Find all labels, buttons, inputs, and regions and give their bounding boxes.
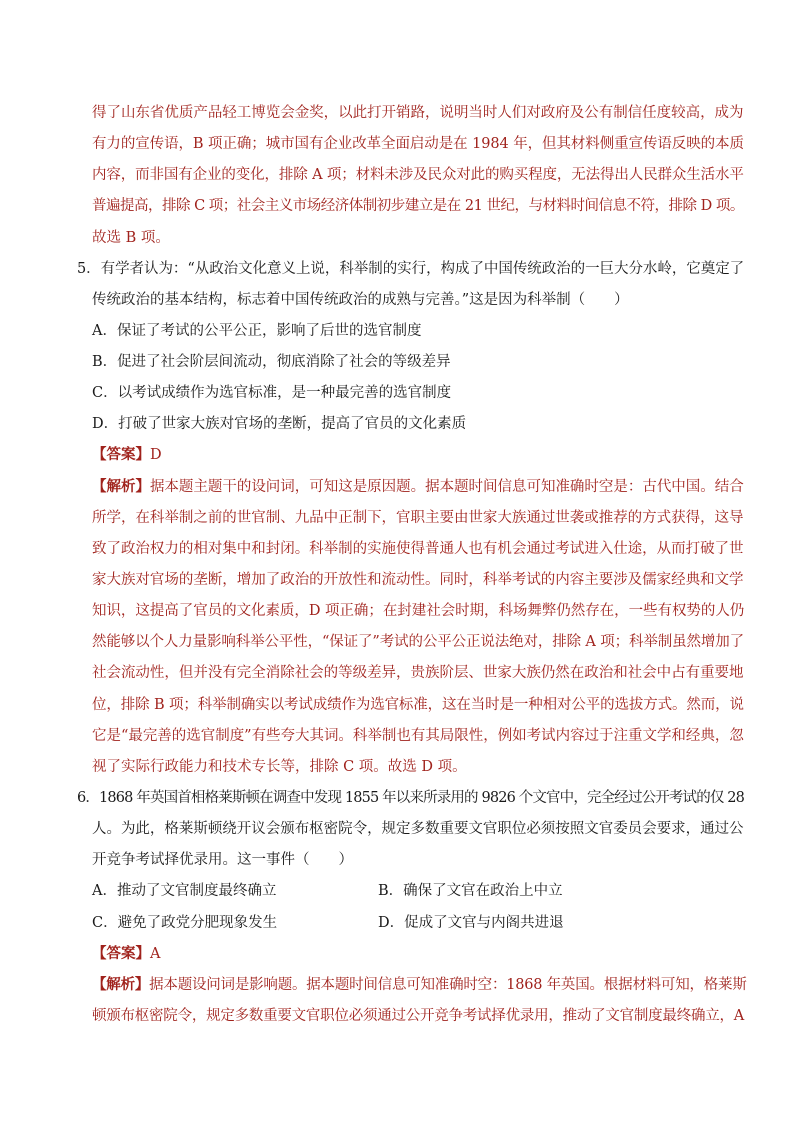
- option-d: D．打破了世家大族对官场的垄断，提高了官员的文化素质: [92, 416, 467, 432]
- analysis-line: 知识，这提高了官员的文化素质，D 项正确；在封建社会时期，科场舞弊仍然存在，一些有权势的人仍: [92, 603, 745, 619]
- answer-label: 【答案】: [92, 446, 150, 463]
- prev-analysis-line: 有力的宣传语，B 项正确；城市国有企业改革全面启动是在 1984 年，但其材料侧重宣传语反映的本质: [92, 136, 744, 152]
- question-stem-line: 人。为此，格莱斯顿绕开议会颁布枢密院令，规定多数重要文官职位必须按照文官委员会要求，通过公: [92, 821, 744, 837]
- analysis-line: 视了实际行政能力和技术专长等，排除 C 项。故选 D 项。: [92, 759, 467, 775]
- analysis-line: 家大族对官场的垄断，增加了政治的开放性和流动性。同时，科举考试的内容主要涉及儒家经典和文学: [92, 572, 744, 588]
- option-c: C．以考试成绩作为选官标准，是一种最完善的选官制度: [92, 385, 452, 401]
- question-stem-line: 6．1868 年英国首相格莱斯顿在调查中发现 1855 年以来所录用的 9826 个文官中，完全经过公开考试的仅 28: [77, 790, 745, 806]
- analysis-first-line: 【解析】据本题主题干的设问词，可知这是原因题。据本题时间信息可知准确时空是：古代中国。结合: [92, 478, 744, 495]
- analysis-label: 【解析】: [92, 976, 150, 993]
- analysis-line: 致了政治权力的相对集中和封闭。科举制的实施使得普通人也有机会通过考试进入仕途，从而打破了世: [92, 541, 744, 557]
- answer-value: D: [150, 447, 162, 463]
- question-stem-line: 传统政治的基本结构，标志着中国传统政治的成熟与完善。”这是因为科举制（ ）: [92, 292, 629, 308]
- answer-label: 【答案】: [92, 945, 150, 962]
- prev-analysis-line: 故选 B 项。: [92, 230, 170, 246]
- answer-value: A: [150, 946, 161, 962]
- option-c: C．避免了政党分肥现象发生: [92, 915, 278, 931]
- analysis-line: 所学，在科举制之前的世官制、九品中正制下，官职主要由世家大族通过世袭或推荐的方式获得，这导: [92, 510, 744, 526]
- option-b: B．促进了社会阶层间流动，彻底消除了社会的等级差异: [92, 354, 451, 370]
- option-a: A．推动了文官制度最终确立: [92, 883, 277, 899]
- analysis-line: 它是“最完善的选官制度”有些夸大其词。科举制也有其局限性，例如考试内容过于注重文学和经典，忽: [92, 728, 744, 744]
- analysis-line: 社会流动性，但并没有完全消除社会的等级差异，贵族阶层、世家大族仍然在政治和社会中占有重要地: [92, 665, 744, 681]
- analysis-line: 然能够以个人力量影响科举公平性，“保证了”考试的公平公正说法绝对，排除 A 项；科举制虽然增加了: [92, 634, 745, 650]
- prev-analysis-line: 普遍提高，排除 C 项；社会主义市场经济体制初步建立是在 21 世纪，与材料时间信息不符，排除 D 项。: [92, 198, 744, 214]
- answer-row: [92, 944, 160, 964]
- analysis-label: 【解析】: [92, 478, 150, 495]
- prev-analysis-line: 内容，而非国有企业的变化，排除 A 项；材料未涉及民众对此的购买程度，无法得出人民群众生活水平: [92, 167, 744, 183]
- option-a: A．保证了考试的公平公正，影响了后世的选官制度: [92, 323, 422, 339]
- analysis-line: 顿颁布枢密院令，规定多数重要文官职位必须通过公开竞争考试择优录用，推动了文官制度最终确立，A: [92, 1008, 744, 1024]
- option-b: B．确保了文官在政治上中立: [378, 883, 563, 899]
- question-stem-line: 5．有学者认为：“从政治文化意义上说，科举制的实行，构成了中国传统政治的一巨大分水岭，它奠定了: [77, 261, 745, 277]
- answer-row: [92, 445, 162, 465]
- analysis-line: 位，排除 B 项；科举制确实以考试成绩作为选官标准，这在当时是一种相对公平的选拔方式。然而，说: [92, 697, 744, 713]
- question-stem-line: 开竞争考试择优录用。这一事件（ ）: [92, 852, 353, 868]
- option-d: D．促成了文官与内阁共进退: [378, 915, 564, 931]
- prev-analysis-line: 得了山东省优质产品轻工博览会金奖，以此打开销路，说明当时人们对政府及公有制信任度较高，成为: [92, 105, 744, 121]
- analysis-first-line: 【解析】据本题设问词是影响题。据本题时间信息可知准确时空：1868 年英国。根据材料可知，格莱斯: [92, 976, 747, 993]
